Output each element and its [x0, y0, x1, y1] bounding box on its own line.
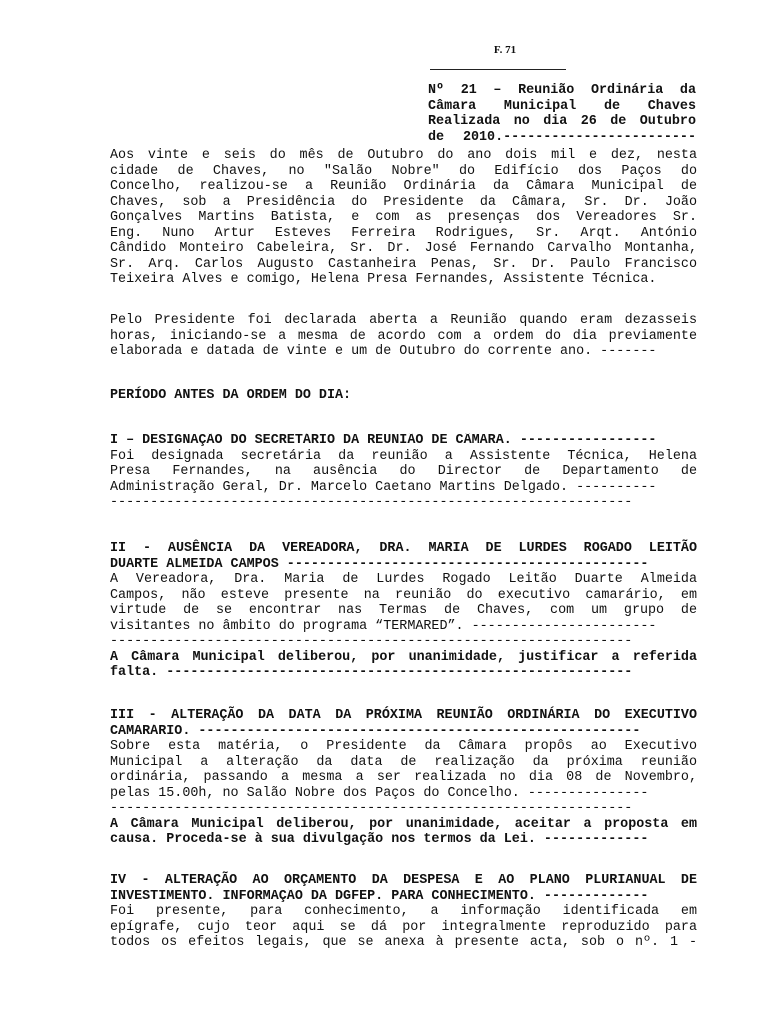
- section-heading: INVESTIMENTO. INFORMAÇÃO DA DGFEP. PARA CONHECIMENTO. -------------: [110, 888, 649, 904]
- text-line: elaborada e datada de vinte e um de Outubro do corrente ano. -------: [110, 344, 657, 359]
- section-budget-change: [110, 873, 697, 951]
- opening-paragraph: [110, 313, 697, 360]
- section-heading: CAMARÁRIO. -------------------------------------------------------: [110, 723, 641, 739]
- section-designation: [110, 433, 697, 511]
- period-heading: PERÍODO ANTES DA ORDEM DO DIA:: [110, 388, 352, 403]
- title-line: Realizada no dia 26 de Outubro: [428, 114, 696, 129]
- text-line: todos os efeitos legais, que se anexa à presente acta, sob o nº. 1 -: [110, 935, 697, 950]
- text-line: -----------------------------------------------------------------: [110, 495, 633, 510]
- decision-line: A Câmara Municipal deliberou, por unanimidade, aceitar a proposta em: [110, 816, 697, 832]
- folio-underline: [430, 69, 566, 70]
- title-line: Câmara Municipal de Chaves: [428, 98, 696, 114]
- text-line: Cândido Monteiro Cabeleira, Sr. Dr. José Fernando Carvalho Montanha,: [110, 241, 697, 256]
- text-line: ordinária, passando a mesma a ser realizada no dia 08 de Novembro,: [110, 770, 697, 785]
- section-date-change: [110, 708, 697, 848]
- text-line: Presa Fernandes, na ausência do Director de Departamento de: [110, 464, 697, 479]
- folio-number: F. 71: [493, 44, 517, 56]
- text-line: Campos, não esteve presente na reunião do executivo camarário, em: [110, 587, 697, 603]
- text-line: A Vereadora, Dra. Maria de Lurdes Rogado Leitão Duarte Almeida: [110, 572, 697, 587]
- text-line: Foi presente, para conhecimento, a informação identificada em: [110, 904, 697, 919]
- section-heading: III - ALTERAÇÃO DA DATA DA PRÓXIMA REUNIÃO ORDINÁRIA DO EXECUTIVO: [110, 708, 697, 723]
- section-heading: II - AUSÊNCIA DA VEREADORA, DRA. MARIA DE LURDES ROGADO LEITÃO: [110, 541, 697, 556]
- text-line: Municipal a alteração da data de realização da próxima reunião: [110, 754, 697, 770]
- text-line: Chaves, sob a Presidência do Presidente da Câmara, Sr. Dr. João: [110, 194, 697, 210]
- text-line: -----------------------------------------------------------------: [110, 801, 633, 816]
- text-line: Aos vinte e seis do mês de Outubro do ano dois mil e dez, nesta: [110, 148, 697, 163]
- title-line: Nº 21 – Reunião Ordinária da: [428, 83, 696, 98]
- text-line: horas, iniciando-se a mesma de acordo com a ordem do dia previamente: [110, 328, 697, 344]
- decision-line: causa. Proceda-se à sua divulgação nos termos da Lei. -------------: [110, 832, 649, 847]
- text-line: epígrafe, cujo teor aqui se dá por integralmente reproduzido para: [110, 919, 697, 935]
- text-line: Foi designada secretária da reunião a Assistente Técnica, Helena: [110, 448, 697, 464]
- minutes-title: [428, 83, 696, 145]
- text-line: cidade de Chaves, no "Salão Nobre" do Edifício dos Paços do: [110, 163, 697, 179]
- text-line: Sobre esta matéria, o Presidente da Câmara propôs ao Executivo: [110, 739, 697, 754]
- section-heading: I – DESIGNAÇÃO DO SECRETÁRIO DA REUNIÃO DE CÂMARA. -----------------: [110, 433, 657, 448]
- text-line: Teixeira Alves e comigo, Helena Presa Fernandes, Assistente Técnica.: [110, 272, 657, 287]
- text-line: pelas 15.00h, no Salão Nobre dos Paços do Concelho. ---------------: [110, 785, 649, 801]
- text-line: -----------------------------------------------------------------: [110, 634, 633, 649]
- title-line: de 2010.------------------------: [428, 129, 696, 145]
- section-heading: DUARTE ALMEIDA CAMPOS ---------------------------------------------: [110, 556, 649, 572]
- decision-line: A Câmara Municipal deliberou, por unanimidade, justificar a referida: [110, 649, 697, 665]
- text-line: Pelo Presidente foi declarada aberta a Reunião quando eram dezasseis: [110, 313, 697, 328]
- text-line: virtude de se encontrar nas Termas de Chaves, com um grupo de: [110, 603, 697, 618]
- section-absence: [110, 541, 697, 681]
- text-line: Administração Geral, Dr. Marcelo Caetano Martins Delgado. ----------: [110, 479, 657, 495]
- text-line: Eng. Nuno Artur Esteves Ferreira Rodrigues, Sr. Arqt. António: [110, 225, 697, 241]
- text-line: Concelho, realizou-se a Reunião Ordinária da Câmara Municipal de: [110, 179, 697, 194]
- text-line: visitantes no âmbito do programa “TERMARED”. -----------------------: [110, 618, 657, 634]
- intro-paragraph: [110, 148, 697, 288]
- section-heading: IV - ALTERAÇÃO AO ORÇAMENTO DA DESPESA E AO PLANO PLURIANUAL DE: [110, 873, 697, 888]
- decision-line: falta. ----------------------------------------------------------: [110, 665, 633, 680]
- text-line: Gonçalves Martins Batista, e com as presenças dos Vereadores Sr.: [110, 210, 697, 225]
- text-line: Sr. Arq. Carlos Augusto Castanheira Penas, Sr. Dr. Paulo Francisco: [110, 256, 697, 272]
